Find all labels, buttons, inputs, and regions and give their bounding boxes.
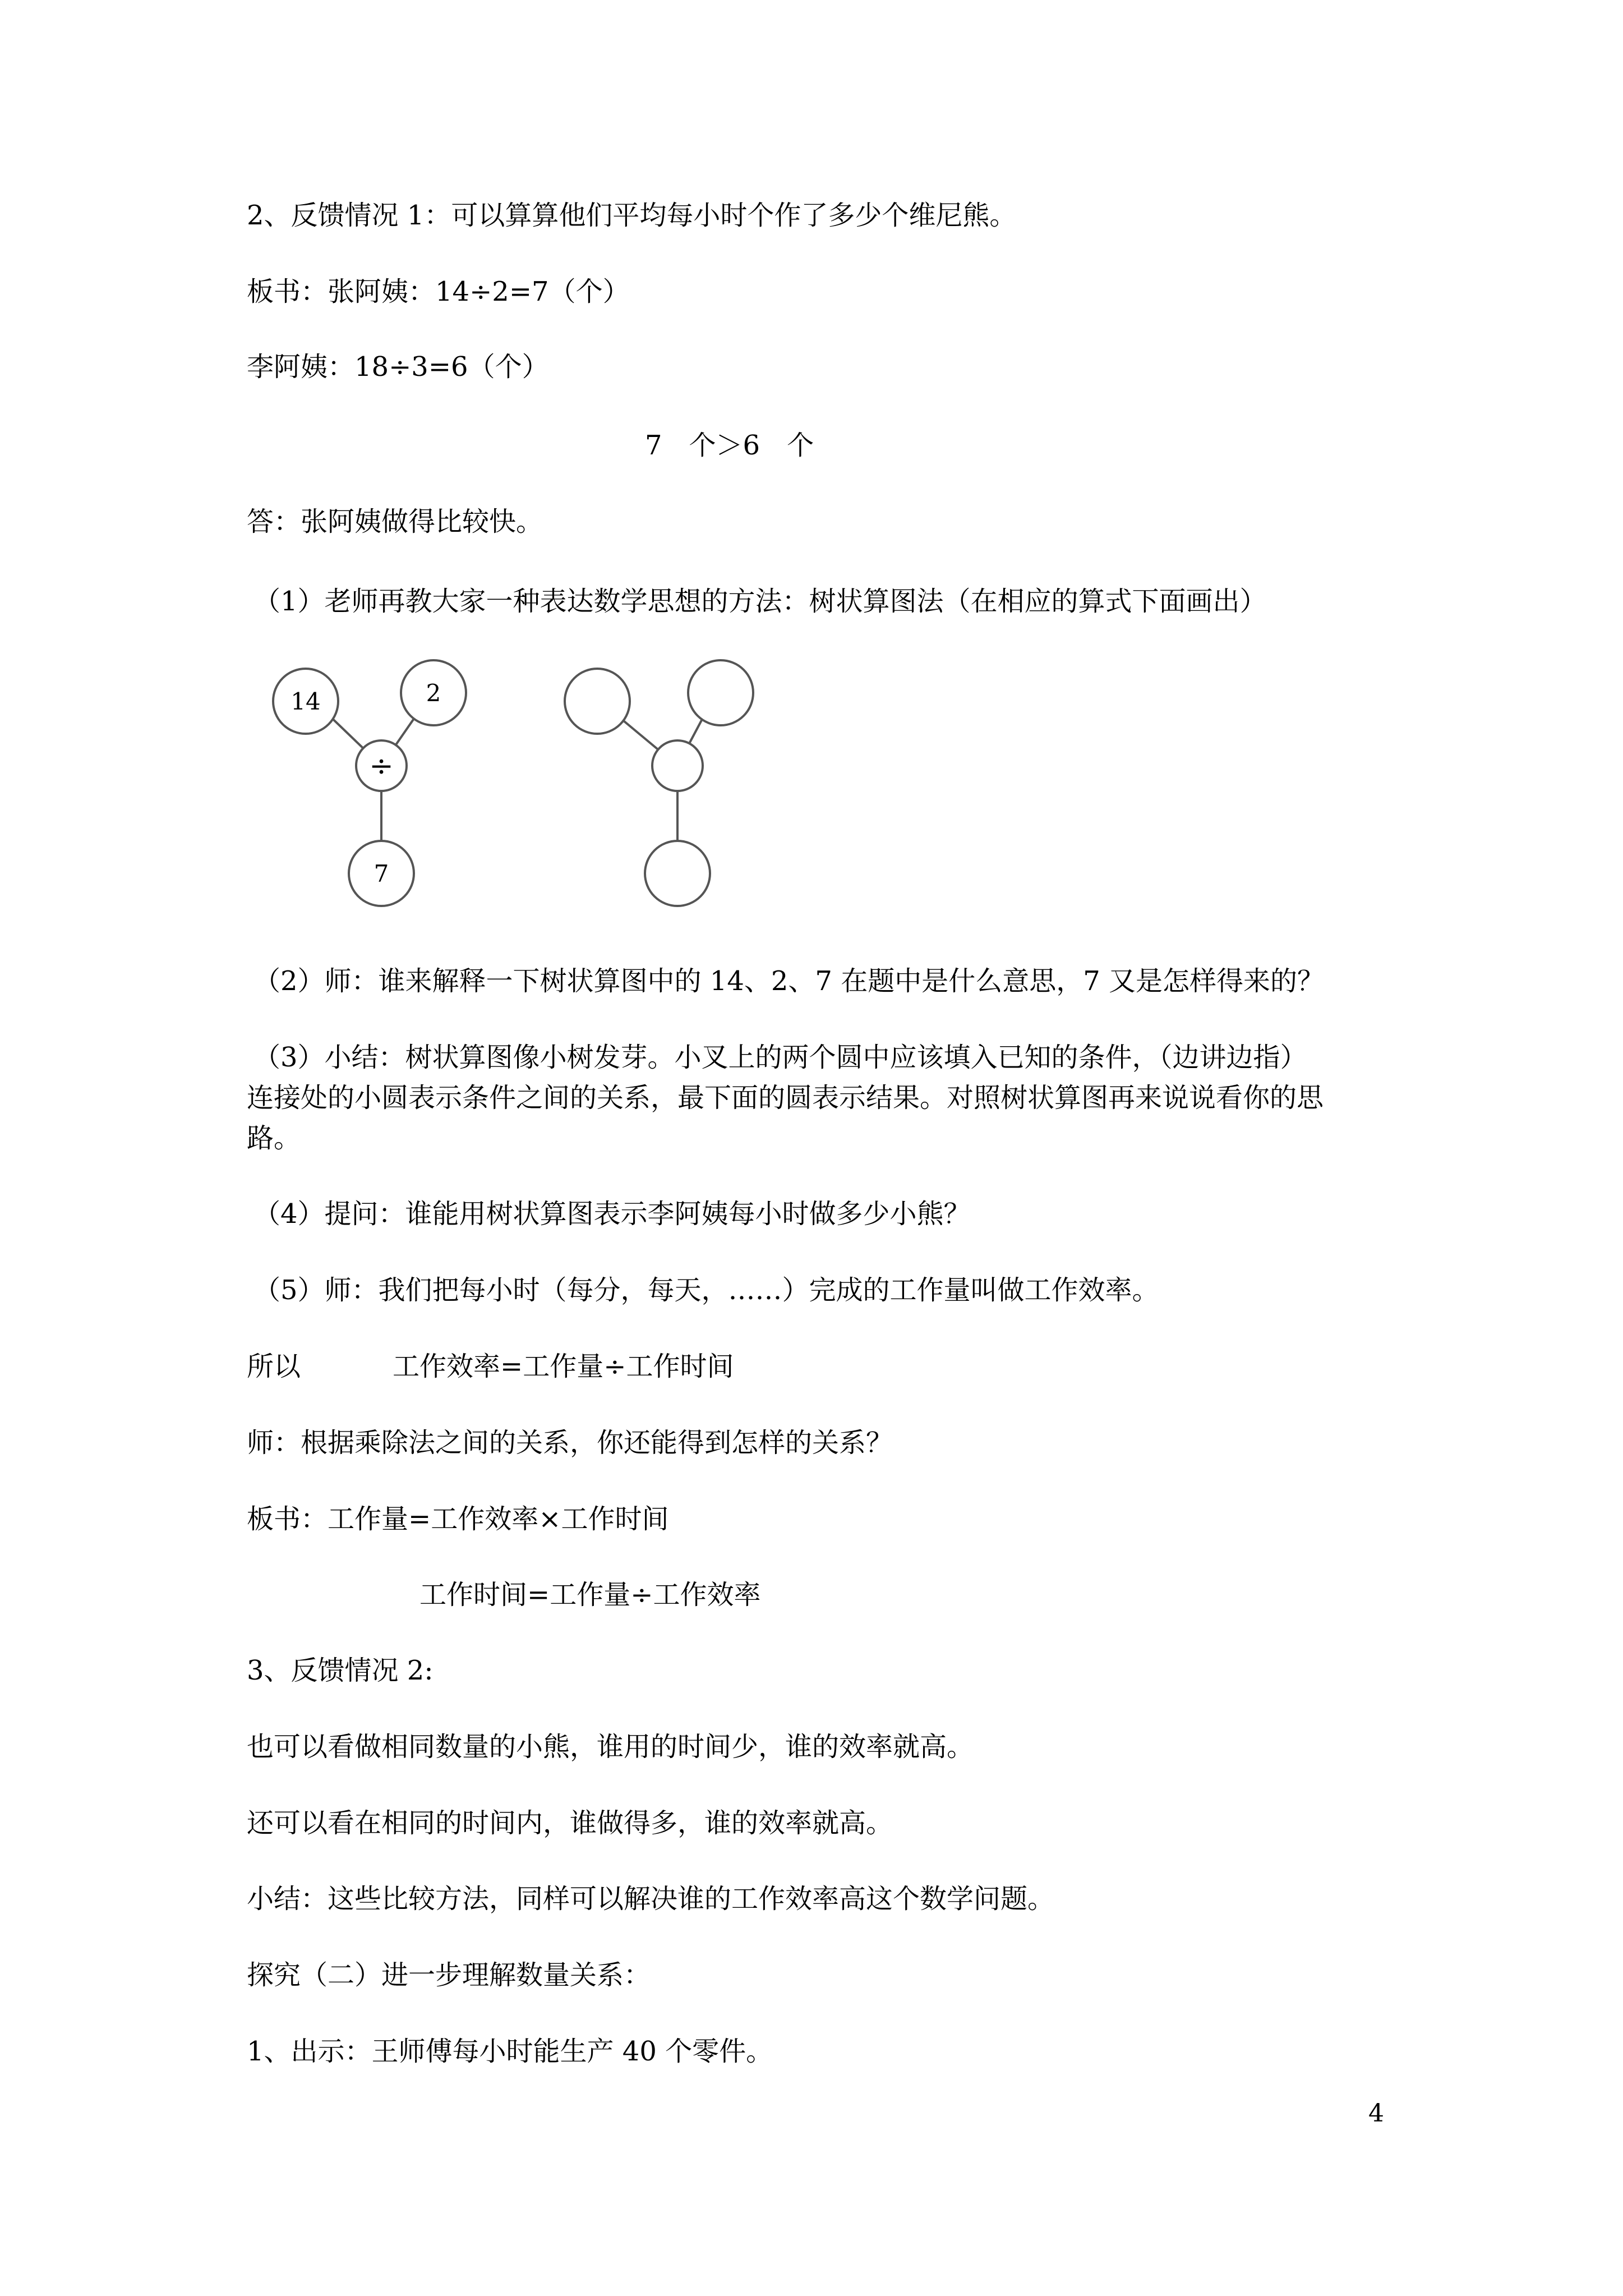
empty-op-circle xyxy=(652,740,703,791)
page-number: 4 xyxy=(1368,2099,1384,2128)
definition-line: （5）师：我们把每小时（每分，每天，……）完成的工作量叫做工作效率。 xyxy=(253,1274,1159,1306)
teacher-question-line: 师：根据乘除法之间的关系，你还能得到怎样的关系？ xyxy=(247,1427,893,1458)
same-quantity-line: 也可以看做相同数量的小熊，谁用的时间少，谁的效率就高。 xyxy=(247,1731,974,1763)
summary-line-1: （3）小结：树状算图像小树发芽。小叉上的两个圆中应该填入已知的条件，（边讲边指） xyxy=(253,1042,1307,1073)
answer-line: 答：张阿姨做得比较快。 xyxy=(247,506,543,537)
explore-heading: 探究（二）进一步理解数量关系： xyxy=(247,1959,651,1991)
efficiency-formula: 工作效率=工作量÷工作时间 xyxy=(393,1351,734,1382)
therefore-label: 所以 xyxy=(247,1351,301,1382)
feedback-1-line: 2、反馈情况 1：可以算算他们平均每小时个作了多少个维尼熊。 xyxy=(247,200,1017,231)
tree-left-value: 14 xyxy=(291,688,321,715)
comparison-summary-line: 小结：这些比较方法，同样可以解决谁的工作效率高这个数学问题。 xyxy=(247,1883,1055,1915)
board-work-formula: 板书：工作量=工作效率×工作时间 xyxy=(247,1503,669,1535)
show-line: 1、出示：王师傅每小时能生产 40 个零件。 xyxy=(247,2036,773,2067)
tree-op-value: ÷ xyxy=(369,749,394,783)
tree-diagrams xyxy=(264,656,791,914)
empty-left-circle xyxy=(565,669,630,734)
summary-line-3: 路。 xyxy=(247,1122,301,1154)
board-li-line: 李阿姨：18÷3=6（个） xyxy=(247,351,549,383)
board-zhang-line: 板书：张阿姨：14÷2=7（个） xyxy=(247,276,630,307)
explain-line: （2）师：谁来解释一下树状算图中的 14、2、7 在题中是什么意思，7 又是怎样得来的？ xyxy=(253,965,1325,997)
empty-right-circle xyxy=(688,660,753,725)
time-formula: 工作时间=工作量÷工作效率 xyxy=(419,1579,761,1611)
summary-line-2: 连接处的小圆表示条件之间的关系，最下面的圆表示结果。对照树状算图再来说说看你的思 xyxy=(247,1082,1324,1114)
comparison-line: 7 个＞6 个 xyxy=(645,430,814,461)
tree-right-value: 2 xyxy=(426,679,441,707)
empty-result-circle xyxy=(645,841,710,906)
empty-tree-diagram xyxy=(565,660,753,906)
tree-result-value: 7 xyxy=(374,860,389,887)
question-line: （4）提问：谁能用树状算图表示李阿姨每小时做多少小熊？ xyxy=(253,1198,971,1230)
tree-method-line: （1）老师再教大家一种表达数学思想的方法：树状算图法（在相应的算式下面画出） xyxy=(253,586,1267,617)
same-time-line: 还可以看在相同的时间内，谁做得多，谁的效率就高。 xyxy=(247,1807,893,1839)
feedback-2-line: 3、反馈情况 2: xyxy=(247,1655,434,1686)
